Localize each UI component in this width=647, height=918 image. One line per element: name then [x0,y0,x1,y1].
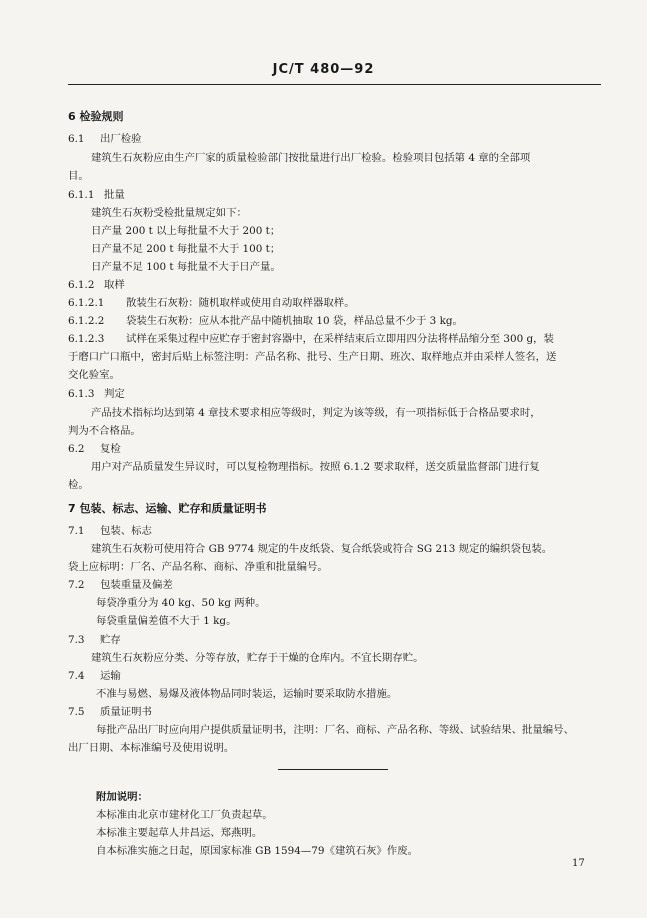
clause-7-1-line-2: 袋上应标明：厂名、产品名称、商标、净重和批量编号。 [68,561,328,573]
batch-rule-2: 日产量不足 200 t 每批量不大于 100 t； [91,243,281,255]
clause-7-2-line-1: 每袋净重分为 40 kg、50 kg 两种。 [96,597,266,609]
clause-number: 6.1 [68,133,85,145]
appendix-separator-rule [278,769,388,770]
clause-6-1-2-3-line-3: 交化验室。 [68,369,120,381]
clause-7-1-line-1: 建筑生石灰粉可使用符合 GB 9774 规定的牛皮纸袋、复合纸袋或符合 SG 213 规定的编织袋包装。 [91,543,553,555]
clause-6-1-3-line-2: 判为不合格品。 [68,425,141,437]
clause-number: 6.1.2.2 [68,315,105,327]
appendix-line-1: 本标准由北京市建材化工厂负责起草。 [96,809,273,821]
clause-title: 复检 [100,443,121,455]
clause-text: 试样在采集过程中应贮存于密封容器中，在采样结束后立即用四分法将样品缩分至 300 g，装 [126,333,554,345]
clause-6-1-2-3-line-2: 于磨口广口瓶中，密封后贴上标签注明：产品名称、批号、生产日期、班次、取样地点并由采样人签名，送 [68,351,557,363]
clause-7-5-line-1: 每批产品出厂时应向用户提供质量证明书，注明：厂名、商标、产品名称、等级、试验结果、批量编号、 [96,724,574,736]
clause-6-1-3-line-1: 产品技术指标均达到第 4 章技术要求相应等级时，判定为该等级，有一项指标低于合格品要求时， [91,407,541,419]
clause-6-1-2-1 [68,296,355,310]
clause-6-2-title [68,442,121,456]
clause-7-1-title [68,524,152,538]
section-7-heading: 7 包装、标志、运输、贮存和质量证明书 [68,502,267,515]
clause-7-5-title [68,705,152,719]
clause-7-2-line-2: 每袋重量偏差值不大于 1 kg。 [96,615,237,627]
clause-title: 包装重量及偏差 [100,579,173,591]
clause-number: 7.2 [68,579,85,591]
section-6-heading: 6 检验规则 [68,110,124,123]
batch-rule-3: 日产量不足 100 t 每批量不大于日产量。 [91,261,281,273]
clause-7-2-title [68,578,173,592]
clause-6-2-line-2: 检。 [68,479,89,491]
clause-number: 6.1.2.1 [68,297,105,309]
clause-number: 7.1 [68,525,85,537]
clause-7-3-line-1: 建筑生石灰粉应分类、分等存放，贮存于干燥的仓库内。不宜长期存贮。 [91,652,424,664]
appendix-line-2: 本标准主要起草人井昌运、郑燕明。 [96,827,263,839]
batch-rule-intro: 建筑生石灰粉受检批量规定如下： [91,207,247,219]
clause-title: 批量 [104,189,125,201]
clause-6-2-line-1: 用户对产品质量发生异议时，可以复检物理指标。按照 6.1.2 要求取样，送交质量监督部门进行复 [91,461,540,473]
clause-6-1-body-line-2: 目。 [68,170,89,182]
clause-text: 散装生石灰粉：随机取样或使用自动取样器取样。 [126,297,355,309]
clause-title: 贮存 [100,634,121,646]
clause-number: 7.5 [68,706,85,718]
clause-number: 6.1.3 [68,388,95,400]
standard-code-header: JC/T 480—92 [272,62,375,77]
clause-title: 包装、标志 [100,525,152,537]
clause-title: 运输 [100,670,121,682]
appendix-line-3: 自本标准实施之日起，原国家标准 GB 1594—79《建筑石灰》作废。 [96,845,418,857]
clause-6-1-1-title [68,188,125,202]
clause-7-3-title [68,633,121,647]
clause-6-1-2-3 [68,332,554,346]
clause-number: 7.4 [68,670,85,682]
batch-rule-1: 日产量 200 t 以上每批量不大于 200 t； [91,225,281,237]
clause-number: 6.1.2 [68,279,95,291]
clause-6-1-2-2 [68,314,463,328]
clause-number: 7.3 [68,634,85,646]
clause-number: 6.2 [68,443,85,455]
clause-6-1-body-line-1: 建筑生石灰粉应由生产厂家的质量检验部门按批量进行出厂检验。检验项目包括第 4 章的全部项 [91,152,531,164]
clause-number: 6.1.1 [68,189,95,201]
clause-title: 质量证明书 [100,706,152,718]
clause-text: 袋装生石灰粉：应从本批产品中随机抽取 10 袋，样品总量不少于 3 kg。 [126,315,463,327]
clause-7-4-title [68,669,121,683]
clause-number: 6.1.2.3 [68,333,105,345]
page-number: 17 [572,858,585,869]
clause-title: 取样 [104,279,125,291]
clause-7-4-line-1: 不准与易燃、易爆及液体物品同时装运，运输时要采取防水措施。 [96,688,398,700]
clause-7-5-line-2: 出厂日期、本标准编号及使用说明。 [68,742,235,754]
clause-6-1-title [68,132,142,146]
clause-title: 出厂检验 [100,133,142,145]
appendix-title: 附加说明： [96,791,148,803]
clause-title: 判定 [104,388,125,400]
clause-6-1-3-title [68,387,125,401]
header-rule [68,84,601,85]
clause-6-1-2-title [68,278,125,292]
